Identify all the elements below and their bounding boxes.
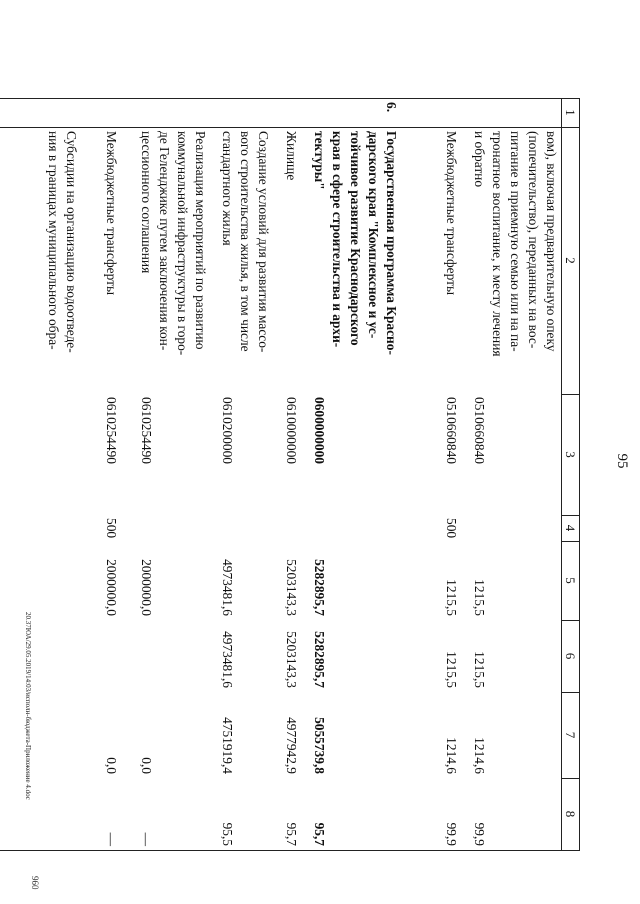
page-number: 95 [614,453,630,469]
row-value-c6: 4973481,6 [220,631,235,688]
corner-mark: 960 [30,876,40,890]
row-name-line: тойчивое развитие Краснодарского [348,131,363,346]
row-name-line: коммунальной инфраструктуры в горо- [175,131,190,356]
row-name-line: (попечительство), переданных на вос- [526,131,541,349]
row-value-c6: 1215,5 [472,651,487,688]
row-value-c8: — [139,832,154,846]
row-value-c7: 4977942,9 [284,717,299,774]
row-value-c7: 0,0 [104,757,119,774]
row-value-c7: 5055739,8 [312,717,327,774]
row-name-line: цессионного соглашения [139,131,154,274]
row-value-c8: 99,9 [472,822,487,846]
header-cell-4: 4 [563,524,578,532]
row-name-line: тектуры" [312,131,327,190]
row-value-c8: 99,9 [444,822,459,846]
row-value-c5: 4973481,6 [220,559,235,616]
column-border [0,127,580,128]
header-cell-8: 8 [563,810,578,818]
row-name-line: дарского края "Комплексное и ус- [366,131,381,339]
row-value-c7: 0,0 [139,757,154,774]
header-cell-5: 5 [563,577,578,584]
row-code: 0510660840 [472,397,487,464]
row-code: 0600000000 [312,397,327,464]
row-value-c7: 4751919,4 [220,717,235,774]
row-code: 0610000000 [284,397,299,464]
row-name-line: Субсидии на организацию водоотведе- [64,131,79,353]
row-value-c5: 2000000,0 [139,559,154,616]
row-name-line: Межбюджетные трансферты [104,131,119,295]
file-path-note: 20.37ЮА/29.05.2019/14:03/исполн-бюджета-Приложение 4.doc [24,612,32,800]
row-value-c6: 1215,5 [444,651,459,688]
row-value-c8: 95,5 [220,822,235,846]
row-type: 500 [104,518,119,539]
header-cell-2: 2 [563,257,578,264]
row-value-c5: 2000000,0 [104,559,119,616]
row-code: 0510660840 [444,397,459,464]
row-code: 0610254490 [139,397,154,464]
row-value-c5: 1215,5 [472,579,487,616]
row-name-line: стандартного жилья [220,131,235,246]
row-value-c7: 1214,6 [472,737,487,774]
row-value-c5: 5282895,7 [312,559,327,616]
row-name-line: Создание условий для развития массо- [256,131,271,353]
row-value-c8: 95,7 [312,822,327,846]
header-cell-6: 6 [563,652,578,660]
table-top-border [579,98,580,850]
row-name-line: Реализация мероприятий по развитию [193,131,208,350]
header-cell-7: 7 [563,731,578,739]
row-name-line: тронатное воспитание, к месту лечения [490,131,505,357]
header-cell-1: 1 [563,109,578,116]
column-border [0,98,580,99]
header-cell-3: 3 [563,451,578,458]
row-name-line: края в сфере строительства и архи- [330,131,345,348]
row-name-line: ния в границах муниципального обра- [46,131,61,350]
row-code: 0610254490 [104,397,119,464]
row-name-line: вого строительства жилья, в том числе [238,131,253,352]
row-number: 6. [384,102,399,113]
row-value-c8: 95,7 [284,822,299,846]
row-value-c5: 5203143,3 [284,559,299,616]
row-name-line: Межбюджетные трансферты [444,131,459,295]
row-value-c6: 5282895,7 [312,631,327,688]
row-name-line: Государственная программа Красно- [384,131,399,355]
row-value-c5: 1215,5 [444,579,459,616]
row-name-line: Жилище [284,131,299,181]
row-value-c7: 1214,6 [444,737,459,774]
column-border [0,850,580,851]
row-name-line: вом), включая предварительную опеку [544,131,559,352]
row-code: 0610200000 [220,397,235,464]
row-value-c8: — [104,832,119,846]
row-value-c6: 5203143,3 [284,631,299,688]
row-type: 500 [444,518,459,539]
row-name-line: питание в приемную семью или на па- [508,131,523,352]
row-name-line: и обратно [472,131,487,188]
row-name-line: де Геленджике путем заключения кон- [157,131,172,351]
